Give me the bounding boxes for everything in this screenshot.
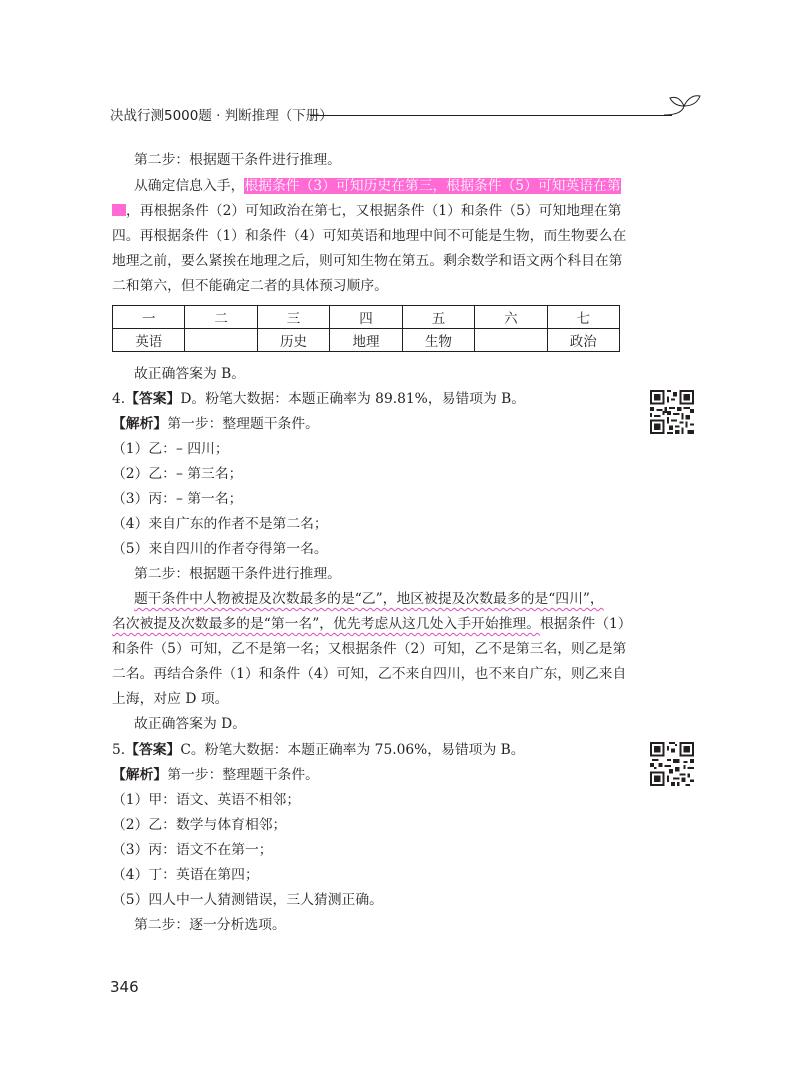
table-cell: 历史 xyxy=(257,329,329,352)
q5-condition: （4）丁：英语在第四； xyxy=(112,867,259,883)
q4-condition: （3）丙：– 第一名； xyxy=(112,491,243,507)
paragraph-line-5: 二和第六，但不能确定二者的具体预习顺序。 xyxy=(112,278,388,294)
q4-analysis-label: 【解析】 xyxy=(112,416,168,432)
q4-answer-line xyxy=(112,389,525,409)
q4-reasoning-line-5: 上海，对应 D 项。 xyxy=(112,691,229,707)
order-table xyxy=(112,305,620,352)
highlight-continuation xyxy=(112,204,126,216)
paragraph-start: 从确定信息入手， xyxy=(134,178,245,194)
qr-code-icon[interactable] xyxy=(650,390,694,434)
q4-conclusion: 故正确答案为 D。 xyxy=(134,716,247,732)
table-header-cell: 七 xyxy=(547,306,619,329)
q4-reasoning-line-3: 和条件（5）可知，乙不是第一名；又根据条件（2）可知，乙不是第三名，则乙是第 xyxy=(112,641,627,657)
q4-reasoning-rest: 根据条件（1） xyxy=(540,616,632,632)
q4-reasoning-line-4: 二名。再结合条件（1）和条件（4）可知，乙不来自四川，也不来自广东，则乙来自 xyxy=(112,666,627,682)
table-header-cell: 二 xyxy=(185,306,257,329)
table-cell: 政治 xyxy=(547,329,619,352)
q4-reasoning-line-1 xyxy=(134,589,604,609)
q4-answer-label: 【答案】 xyxy=(125,391,181,407)
book-title: 决战行测5000题 · 判断推理（下册） xyxy=(110,108,333,124)
step2-line: 第二步：根据题干条件进行推理。 xyxy=(134,152,341,168)
q5-condition: （1）甲：语文、英语不相邻； xyxy=(112,792,301,808)
q4-reasoning-line-2 xyxy=(112,614,632,634)
conclusion-q3: 故正确答案为 B。 xyxy=(134,366,246,382)
table-header-cell: 一 xyxy=(113,306,185,329)
table-header-cell: 六 xyxy=(475,306,547,329)
highlighted-text: 根据条件（3）可知历史在第三，根据条件（5）可知英语在第 xyxy=(244,178,621,194)
table-cell: 地理 xyxy=(330,329,402,352)
sprout-icon xyxy=(664,92,704,124)
wavy-underlined-text: 题干条件中人物被提及次数最多的是“乙”，地区被提及次数最多的是“四川”， xyxy=(134,591,604,607)
table-header-cell: 四 xyxy=(330,306,402,329)
q4-step2: 第二步：根据题干条件进行推理。 xyxy=(134,566,341,582)
q5-number: 5. xyxy=(112,742,126,758)
qr-code-icon[interactable] xyxy=(650,742,694,786)
q4-analysis-line xyxy=(112,414,319,434)
q5-answer-label: 【答案】 xyxy=(125,742,181,758)
q5-analysis-text: 第一步：整理题干条件。 xyxy=(167,767,319,783)
paragraph-line-1 xyxy=(134,176,621,196)
q4-condition: （2）乙：– 第三名； xyxy=(112,466,243,482)
q4-condition: （4）来自广东的作者不是第二名； xyxy=(112,516,328,532)
table-header-cell: 三 xyxy=(257,306,329,329)
paragraph-line-3: 四。再根据条件（1）和条件（4）可知英语和地理中间不可能是生物，而生物要么在 xyxy=(112,228,627,244)
table-cell: 英语 xyxy=(113,329,185,352)
q4-answer-text: D。粉笔大数据：本题正确率为 89.81%，易错项为 B。 xyxy=(180,391,526,407)
q4-condition: （1）乙：– 四川； xyxy=(112,441,229,457)
q4-analysis-text: 第一步：整理题干条件。 xyxy=(167,416,319,432)
q5-condition: （5）四人中一人猜测错误，三人猜测正确。 xyxy=(112,892,383,908)
running-header xyxy=(110,104,333,124)
table-cell xyxy=(475,329,547,352)
q5-condition: （2）乙：数学与体育相邻； xyxy=(112,817,287,833)
q5-analysis-line xyxy=(112,765,319,785)
table-cell: 生物 xyxy=(402,329,474,352)
table-row xyxy=(113,329,620,352)
paragraph-line-2-text: ，再根据条件（2）可知政治在第七，又根据条件（1）和条件（5）可知地理在第 xyxy=(126,203,622,219)
page-number: 346 xyxy=(110,978,139,996)
q5-step2: 第二步：逐一分析选项。 xyxy=(134,917,286,933)
q5-analysis-label: 【解析】 xyxy=(112,767,168,783)
header-rule xyxy=(310,115,672,116)
q5-answer-text: C。粉笔大数据：本题正确率为 75.06%，易错项为 B。 xyxy=(180,742,525,758)
wavy-underlined-text: 名次被提及次数最多的是“第一名”，优先考虑从这几处入手开始推理。 xyxy=(112,616,541,632)
q5-answer-line xyxy=(112,740,525,760)
table-header-row xyxy=(113,306,620,329)
q5-condition: （3）丙：语文不在第一； xyxy=(112,842,273,858)
q4-number: 4. xyxy=(112,391,126,407)
q4-condition: （5）来自四川的作者夺得第一名。 xyxy=(112,541,328,557)
paragraph-line-4: 地理之前，要么紧挨在地理之后，则可知生物在第五。剩余数学和语文两个科目在第 xyxy=(112,253,623,269)
table-cell xyxy=(185,329,257,352)
paragraph-line-2 xyxy=(112,201,621,221)
table-header-cell: 五 xyxy=(402,306,474,329)
